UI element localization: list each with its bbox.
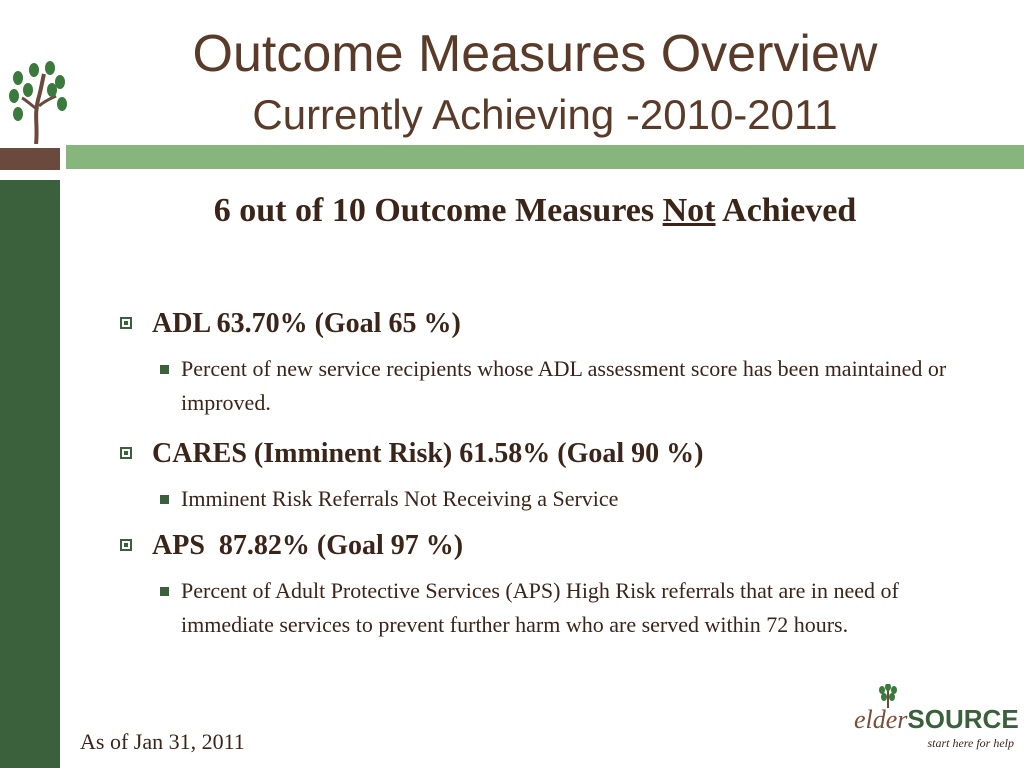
bullet-cares (120, 436, 1000, 472)
slide-subtitle: Currently Achieving -2010-2011 (252, 91, 838, 138)
header-accent-block (0, 148, 60, 170)
logo-wordmark: elderSOURCE (854, 704, 1019, 734)
bullet-square-icon (160, 495, 169, 504)
bullet-square-icon (120, 317, 132, 329)
headline-emphasis: Not (662, 192, 716, 229)
sub-bullet-aps (160, 574, 960, 676)
eldersource-logo (846, 684, 1022, 764)
bullet-adl (120, 306, 1000, 342)
bullet-label: CARES (Imminent Risk) 61.58% (Goal 90 %) (152, 438, 704, 469)
sub-bullet-text: Imminent Risk Referrals Not Receiving a Service (181, 486, 619, 511)
headline-post: Achieved (715, 192, 857, 229)
bullet-square-icon (160, 587, 169, 596)
slide-title: Outcome Measures Overview (192, 25, 878, 83)
sub-bullet-text: Percent of new service recipients whose ADL assessment score has been maintained or improved. (181, 356, 947, 415)
sub-bullet-cares (160, 482, 960, 516)
bullet-square-icon (160, 365, 169, 374)
tree-icon (8, 60, 68, 144)
bullet-label: ADL 63.70% (Goal 65 %) (152, 308, 461, 339)
footer-date: As of Jan 31, 2011 (80, 729, 245, 754)
headline-pre: 6 out of 10 Outcome Measures (213, 192, 663, 229)
slide-headline (70, 188, 1000, 234)
bullet-square-icon (120, 539, 132, 551)
sub-bullet-text: Percent of Adult Protective Services (APS) High Risk referrals that are in need of immediate services to prevent further harm who are served within 72 hours. (181, 578, 899, 637)
left-sidebar-stripe (0, 180, 60, 768)
bullet-aps (120, 528, 1000, 564)
header-divider-bar (66, 145, 1024, 169)
bullet-label: APS 87.82% (Goal 97 %) (152, 530, 464, 561)
sub-bullet-adl (160, 352, 960, 424)
logo-tagline: start here for help (927, 736, 1014, 750)
bullet-square-icon (120, 447, 132, 459)
